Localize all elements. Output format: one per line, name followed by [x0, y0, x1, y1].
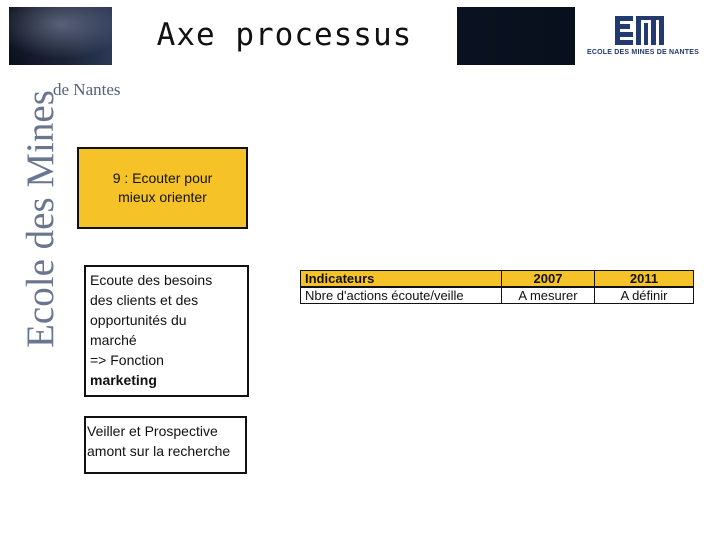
- watch-line: Veiller et Prospective: [87, 423, 218, 439]
- description-line: => Fonction: [90, 352, 164, 368]
- watch-box: [84, 416, 247, 474]
- indicators-table: [300, 270, 694, 304]
- process-label-box: [77, 147, 248, 229]
- process-label: 9 : Ecouter pour mieux orienter: [112, 170, 213, 205]
- table-row: [301, 287, 694, 304]
- value-2011: A définir: [595, 287, 694, 304]
- header-indicateurs: Indicateurs: [301, 271, 502, 288]
- indicator-name: Nbre d'actions écoute/veille: [301, 287, 502, 304]
- description-box: [84, 265, 249, 397]
- table-header-row: [301, 271, 694, 288]
- vertical-school-name: Ecole des Mines: [19, 90, 62, 348]
- description-line: marché: [90, 332, 137, 348]
- header-2007: 2007: [502, 271, 595, 288]
- school-subname: de Nantes: [53, 80, 121, 99]
- watch-line: amont sur la recherche: [87, 443, 231, 459]
- description-bold-line: marketing: [90, 372, 157, 388]
- description-line: des clients et des: [90, 292, 199, 308]
- header-banner: [9, 7, 575, 65]
- description-line: opportunités du: [90, 312, 187, 328]
- value-2007: A mesurer: [502, 287, 595, 304]
- page-title: Axe processus: [156, 17, 413, 53]
- logo-caption: ECOLE DES MINES DE NANTES: [587, 49, 699, 56]
- description-line: Ecoute des besoins: [90, 272, 213, 288]
- header-2011: 2011: [595, 271, 694, 288]
